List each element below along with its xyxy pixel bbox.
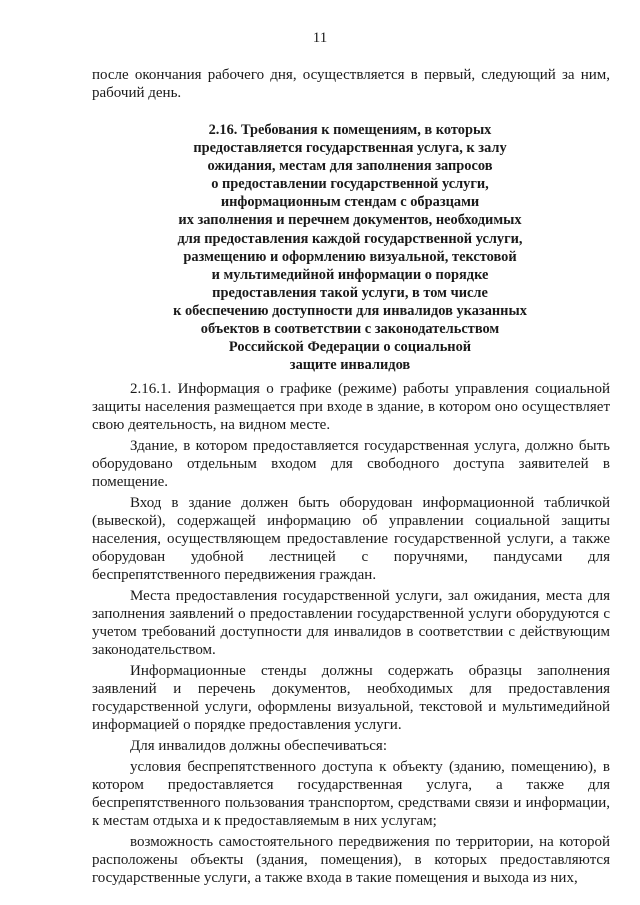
section-heading-line: защите инвалидов xyxy=(289,357,411,374)
paragraph-self-movement: возможность самостоятельного передвижения по территории, на которой расположены объекты (здания, помещения), в которых предоставляются государственные услуги, а также входа в такие помещения и выхода из них, xyxy=(92,834,610,886)
section-heading-line: и мультимедийной информации о порядке xyxy=(211,266,489,283)
body-text xyxy=(92,380,610,890)
section-heading-line: размещению и оформлению визуальной, текстовой xyxy=(183,248,517,265)
section-heading-line: их заполнения и перечнем документов, необходимых xyxy=(178,212,522,229)
paragraph-schedule-info: 2.16.1. Информация о графике (режиме) работы управления социальной защиты населения размещается при входе в здание, в котором оно осуществляет свою деятельность, на видном месте. xyxy=(92,381,610,433)
page-number: 11 xyxy=(312,30,328,46)
paragraph-access-conditions: условия беспрепятственного доступа к объекту (зданию, помещению), в котором предоставляется государственная услуга, а также для беспрепятственного пользования транспортом, средствами связи и информации, к местам отдыха и к предоставляемым в них услугам; xyxy=(92,759,610,829)
section-heading-line: объектов в соответствии с законодательством xyxy=(200,321,500,338)
section-heading-line: к обеспечению доступности для инвалидов указанных xyxy=(173,302,527,319)
section-heading xyxy=(120,121,580,374)
paragraph-info-stands: Информационные стенды должны содержать образцы заполнения заявлений и перечень документов, необходимых для предоставления государственной услуги, оформлены визуальной, текстовой и мультимедийной информацией о порядке предоставления услуги. xyxy=(92,663,610,733)
section-heading-line: информационным стендам с образцами xyxy=(220,194,480,211)
paragraph-disabled-intro: Для инвалидов должны обеспечиваться: xyxy=(130,738,387,754)
paragraph-building-entrance: Здание, в котором предоставляется государственная услуга, должно быть оборудовано отдельным входом для свободного доступа заявителей в помещение. xyxy=(92,438,610,490)
section-heading-line: о предоставлении государственной услуги, xyxy=(211,176,489,193)
section-heading-line: предоставляется государственная услуга, к залу xyxy=(193,140,507,157)
section-heading-line: 2.16. Требования к помещениям, в которых xyxy=(208,122,492,138)
section-heading-line: предоставления такой услуги, в том числе xyxy=(212,284,488,301)
paragraph-entrance-sign: Вход в здание должен быть оборудован информационной табличкой (вывеской), содержащей информацию об управлении социальной защиты населения, осуществляющем предоставление государственной услуги, а также оборудован удобной лестницей с поручнями, пандусами для беспрепятственного передвижения граждан. xyxy=(92,495,610,583)
paragraph-service-places: Места предоставления государственной услуги, зал ожидания, места для заполнения заявлений о предоставлении государственной услуги оборудуются с учетом требований доступности для инвалидов в соответствии с действующим законодательством. xyxy=(92,588,610,658)
section-heading-line: Российской Федерации о социальной xyxy=(228,339,472,356)
intro-paragraph: после окончания рабочего дня, осуществляется в первый, следующий за ним, рабочий день. xyxy=(92,67,610,101)
section-heading-line: ожидания, местам для заполнения запросов xyxy=(207,158,493,175)
section-heading-line: для предоставления каждой государственной услуги, xyxy=(177,230,523,247)
